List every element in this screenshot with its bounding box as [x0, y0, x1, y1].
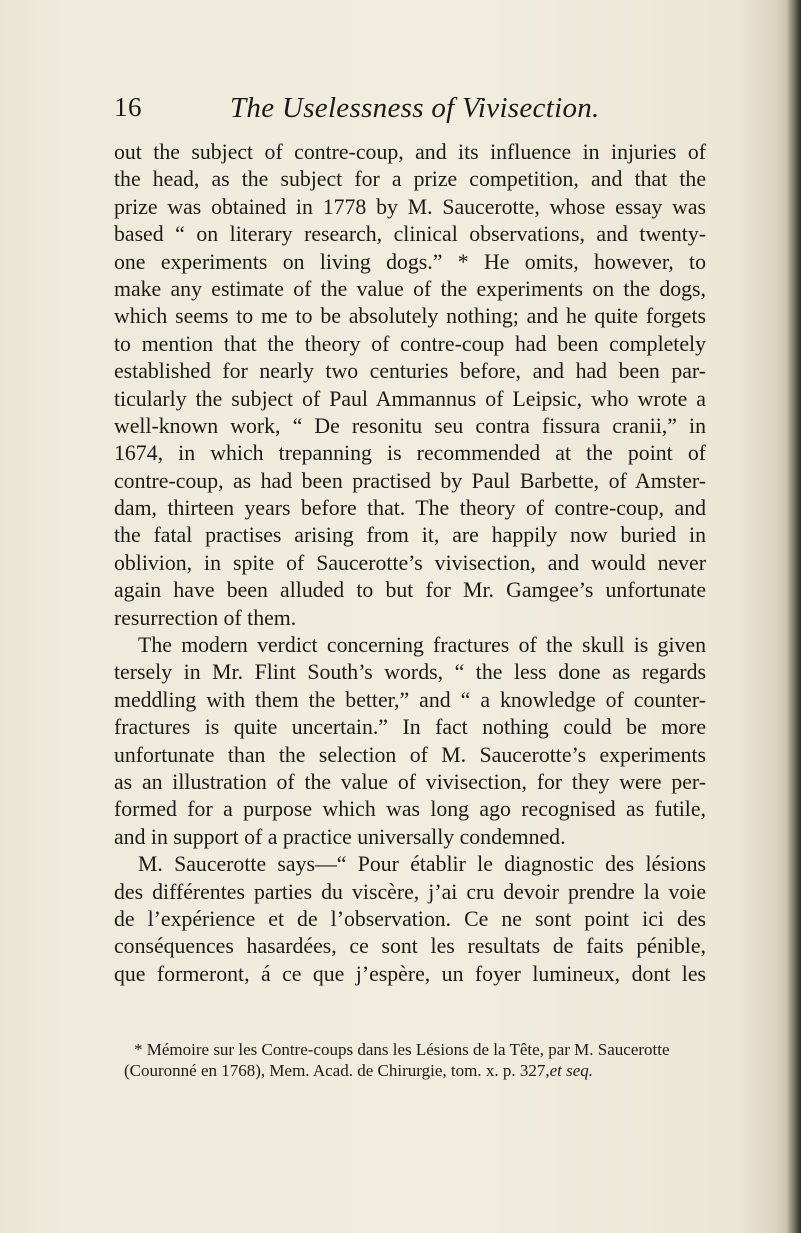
text-line: out the subject of contre-coup, and its influence in injuries of — [114, 140, 706, 164]
text-line: based “ on literary research, clinical observations, and twenty- — [114, 222, 706, 247]
footnote-et-seq: et seq. — [549, 1061, 594, 1080]
paragraph — [114, 632, 706, 851]
text-line: again have been alluded to but for Mr. Gamgee’s unfortunate — [114, 578, 706, 603]
text-line: and in support of a practice universally condemned. — [114, 824, 566, 849]
text-line: des différentes parties du viscère, j’ai cru devoir prendre la voie — [114, 879, 706, 904]
text-line: contre-coup, as had been practised by Paul Barbette, of Amster- — [114, 468, 706, 493]
paragraph — [114, 139, 706, 632]
footnote-line: * Mémoire sur les Contre-coups dans les Lésions de la Tête, par M. Saucerotte — [134, 1040, 670, 1059]
footnote-citation: (Couronné en 1768), Mem. Acad. de Chirurgie, tom. x. p. 327, — [124, 1061, 550, 1080]
text-line: dam, thirteen years before that. The theory of contre-coup, and — [114, 496, 706, 521]
text-line: resurrection of them. — [114, 605, 297, 630]
text-line: ticularly the subject of Paul Ammannus of Leipsic, who wrote a — [114, 386, 706, 411]
text-line: which seems to me to be absolutely nothing; and he quite forgets — [114, 304, 706, 329]
text-line: make any estimate of the value of the experiments on the dogs, — [114, 276, 706, 301]
text-line: the fatal practises arising from it, are happily now buried in — [114, 523, 706, 548]
text-line: the head, as the subject for a prize competition, and that the — [114, 167, 706, 192]
body-text — [114, 139, 706, 988]
page-header — [114, 92, 720, 132]
text-line: to mention that the theory of contre-coup had been completely — [114, 331, 706, 356]
running-title: The Uselessness of Vivisection. — [230, 92, 600, 124]
text-line: The modern verdict concerning fractures of the skull is given — [138, 633, 706, 658]
text-line: conséquences hasardées, ce sont les resultats de faits pénible, — [114, 934, 706, 959]
footnote-line — [124, 1060, 708, 1081]
text-line: fractures is quite uncertain.” In fact nothing could be more — [114, 715, 706, 740]
text-line: unfortunate than the selection of M. Saucerotte’s experiments — [114, 742, 706, 767]
text-line: 1674, in which trepanning is recommended at the point of — [114, 441, 706, 466]
text-line: oblivion, in spite of Saucerotte’s vivisection, and would never — [114, 550, 706, 575]
text-line: prize was obtained in 1778 by M. Saucerotte, whose essay was — [114, 194, 706, 219]
text-line: well-known work, “ De resonitu seu contra fissura cranii,” in — [114, 413, 706, 438]
text-line: meddling with them the better,” and “ a knowledge of counter- — [114, 687, 706, 712]
footnote — [124, 1039, 708, 1081]
page-edge-shadow — [787, 0, 801, 1233]
paragraph — [114, 851, 706, 988]
text-line: as an illustration of the value of vivisection, for they were per- — [114, 769, 706, 794]
page-number: 16 — [114, 92, 142, 122]
text-line: formed for a purpose which was long ago recognised as futile, — [114, 797, 706, 822]
text-line: established for nearly two centuries before, and had been par- — [114, 359, 706, 384]
text-line: tersely in Mr. Flint South’s words, “ the less done as regards — [114, 660, 706, 685]
text-line: de l’expérience et de l’observation. Ce ne sont point ici des — [114, 906, 706, 931]
text-line: M. Saucerotte says—“ Pour établir le diagnostic des lésions — [138, 852, 706, 877]
text-line: one experiments on living dogs.” * He omits, however, to — [114, 249, 706, 274]
text-line: que formeront, á ce que j’espère, un foyer lumineux, dont les — [114, 961, 706, 986]
